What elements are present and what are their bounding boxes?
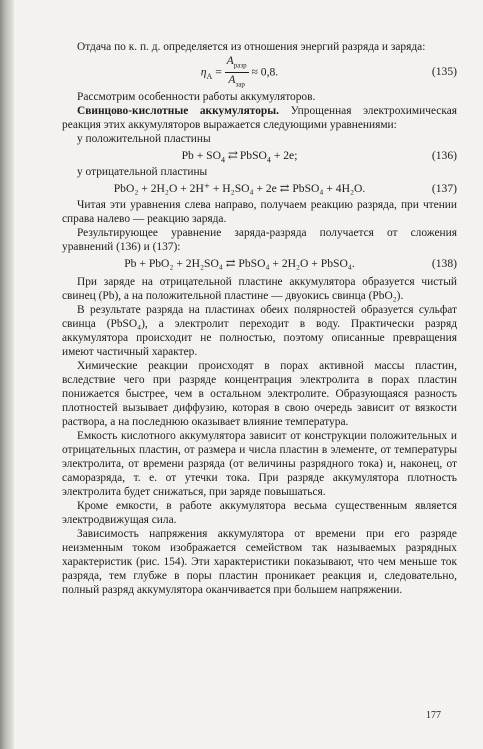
paragraph-intro: Рассмотрим особенности работы аккумуляторов. [77,91,316,103]
equation-138-formula: Pb + PbO₂ + 2H₂SO₄ ⇄ PbSO₄ + 2H₂O + PbSO₄. [124,257,355,270]
paragraph-resulting-equation: Результирующее уравнение заряда-разряда получается от сложения уравнений (136) и (137): [62,227,457,253]
paragraph-efficiency: Отдача по к. п. д. определяется из отношения энергий разряда и заряда: [77,41,426,53]
equation-138 [62,254,457,273]
denominator-subscript: зар [235,80,245,89]
equation-number-138: (138) [431,257,457,270]
label-positive-plate: у положительной пластины [77,133,211,145]
paragraph-discharge-result: В результате разряда на пластинах обеих полярностей образуется сульфат свинца (PbSO₄), а электролит переходит в воду. Практически разряд аккумулятора происходит не полностью, поэтому описанные превращения имеют частичный характер. [62,304,457,358]
eq136-left-sub: 4 [220,155,225,165]
equals-sign: = [212,65,225,79]
equation-135-formula [62,54,417,95]
equation-number-136: (136) [431,149,457,162]
equation-136-formula [62,146,417,169]
paragraph-chemical-reactions: Химические реакции происходят в порах активной массы пластин, вследствие чего при разряде концентрация электролита в порах пластин понижается быстрее, чем в остальном электролите. Образующаяся разность плотностей вызывает диффузию, которая в свою очередь зависит от вязкости раствора, а на последнюю оказывает влияние температура. [62,360,457,428]
denominator: A [228,73,236,87]
equation-number-137: (137) [431,182,457,195]
equation-135 [62,54,457,90]
paragraph-voltage-dependence: Зависимость напряжения аккумулятора от времени при его разряде неизменным током изображается семейством так называемых разрядных характеристик (рис. 154). Эти характеристики показывают, что чем меньше ток разряда, тем глубже в поры пластин проникает реакция и, следовательно, полный разряд аккумулятора оканчивается при большем напряжении. [62,528,457,596]
book-spine-edge [0,0,14,749]
eta-symbol: η [200,65,207,79]
approx-value: ≈ 0,8. [248,65,279,79]
equation-137-formula: PbO₂ + 2H₂O + 2H⁺ + H₂SO₄ + 2e ⇄ PbSO₄ + 4H₂O. [113,182,366,195]
numerator-subscript: разр [233,61,247,70]
page-number: 177 [426,710,441,721]
equation-number-135: (135) [431,65,457,78]
eq136-tail: + 2e; [270,149,298,162]
paragraph-charging: При заряде на отрицательной пластине аккумулятора образуется чистый свинец (Pb), а на положительной пластине — двуокись свинца (PbO₂). [62,276,457,302]
eq136-left: Pb + SO [181,149,221,162]
reversible-arrow-icon: ⇄ [227,148,237,162]
eq136-right-sub: 4 [266,155,271,165]
paragraph-lead-acid-text: Упрощенная электрохимическая реакция этих аккумуляторов выражается следующими уравнениями: [62,105,457,131]
paragraph-emf: Кроме емкости, в работе аккумулятора весьма существенным является электродвижущая сила. [62,500,457,526]
eq136-right: PbSO [236,149,267,162]
fraction [225,54,249,92]
section-heading-lead-acid: Свинцово-кислотные аккумуляторы. [77,105,280,117]
numerator: A [226,54,234,67]
paragraph-reading-equations: Читая эти уравнения слева направо, получаем реакцию разряда, при чтении справа налево — реакцию заряда. [62,199,457,225]
page-text [62,40,457,597]
equation-137 [62,179,457,198]
equation-136 [62,146,457,165]
paragraph-capacity: Емкость кислотного аккумулятора зависит от конструкции положительных и отрицательных пластин, от размера и числа пластин в элементе, от температуры электролита, от времени разряда (от величины разрядного тока) и, наконец, от саморазряда, т. е. от утечки тока. При разряде аккумулятора плотность электролита будет снижаться, при заряде повышаться. [62,430,457,498]
paragraph-lead-acid [62,104,457,132]
eta-subscript: A [206,71,213,81]
label-negative-plate: у отрицательной пластины [77,166,208,178]
